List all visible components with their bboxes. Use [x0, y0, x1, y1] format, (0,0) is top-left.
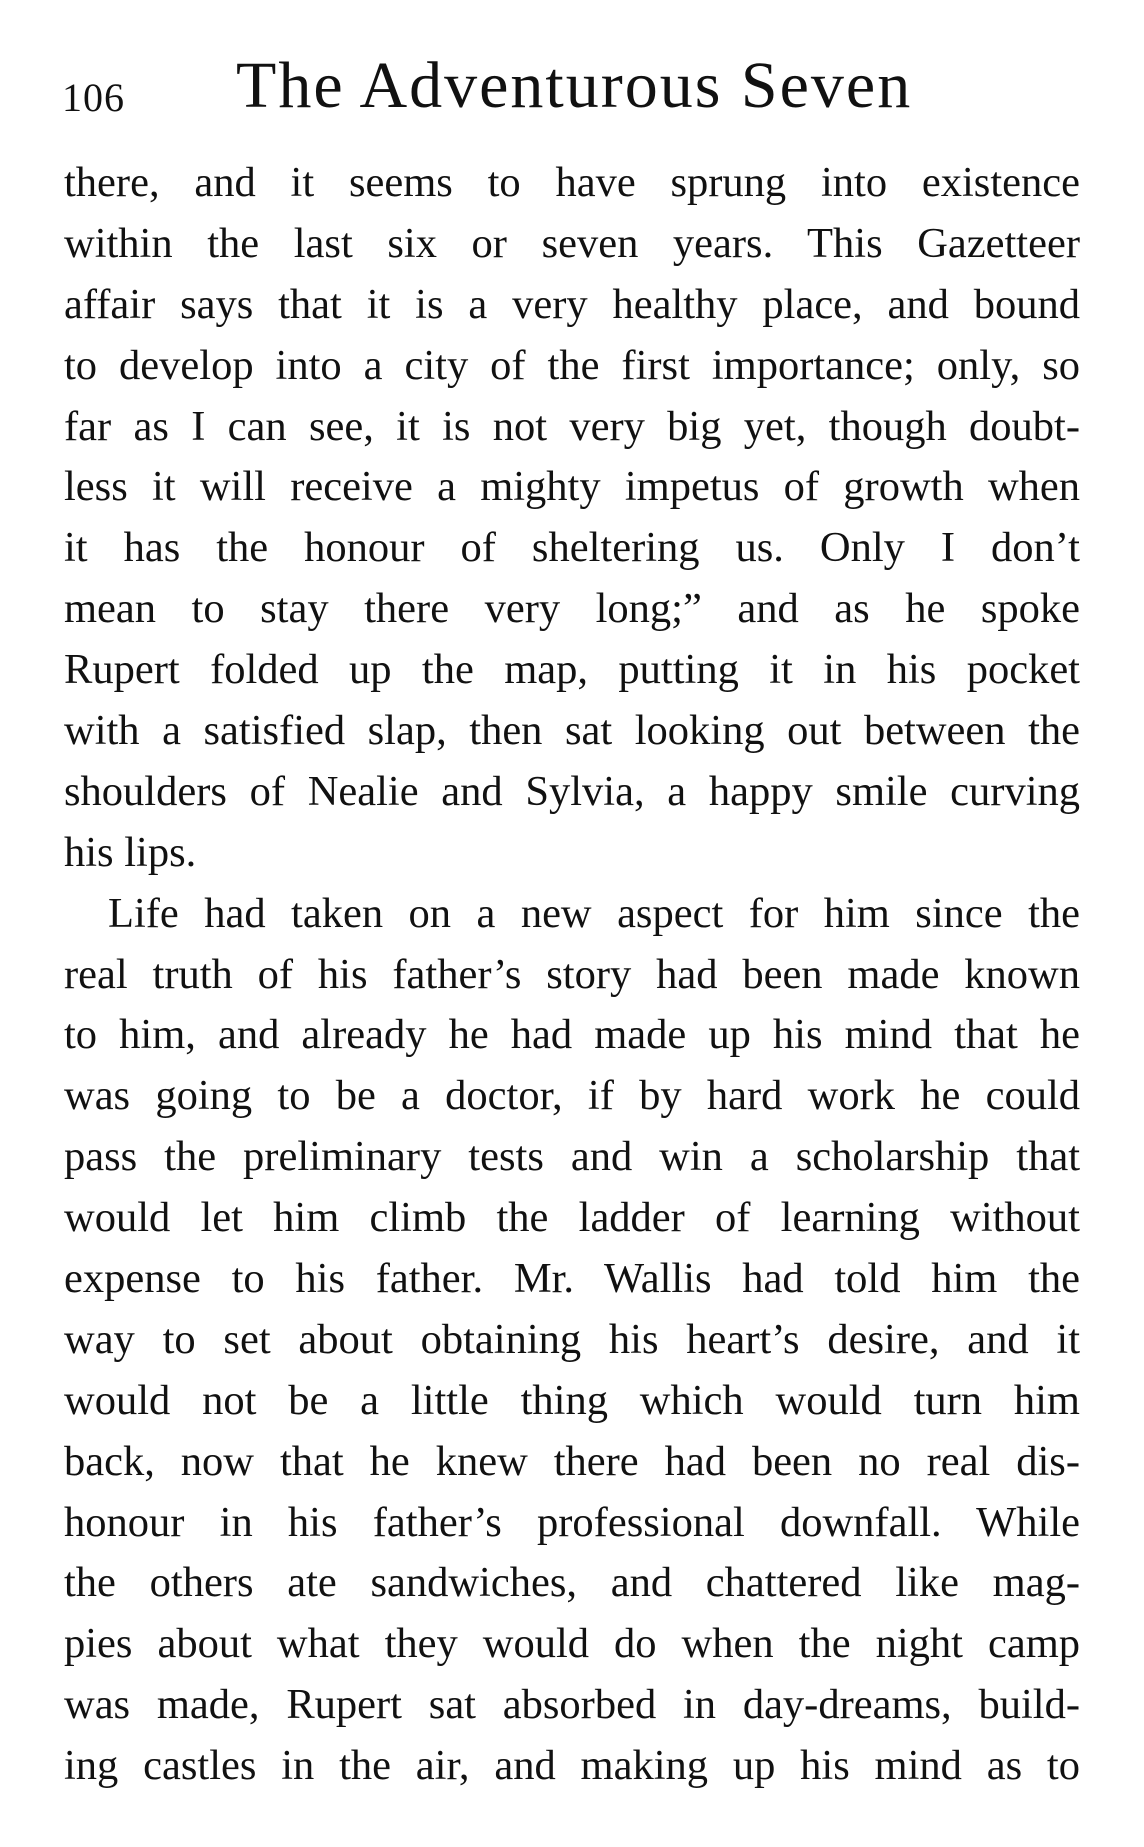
text-line: ing castles in the air, and making up his mind as to: [64, 1742, 1080, 1790]
text-line: to him, and already he had made up his mind that he: [64, 1011, 1080, 1059]
text-line: honour in his father’s professional downfall. While: [64, 1498, 1080, 1546]
text-line: pass the preliminary tests and win a scholarship that: [64, 1133, 1080, 1181]
text-line: less it will receive a mighty impetus of growth when: [64, 463, 1080, 511]
running-title: The Adventurous Seven: [236, 49, 913, 122]
text-line: Rupert folded up the map, putting it in his pocket: [64, 646, 1080, 694]
paragraph-start-line: Life had taken on a new aspect for him since the: [108, 889, 1080, 937]
text-line: it has the honour of sheltering us. Only I don’t: [64, 524, 1080, 572]
text-line: real truth of his father’s story had been made known: [64, 950, 1080, 998]
paragraph-end-line: his lips.: [64, 828, 197, 876]
text-line: was made, Rupert sat absorbed in day-dreams, build-: [64, 1681, 1080, 1729]
text-line: shoulders of Nealie and Sylvia, a happy smile curving: [64, 767, 1080, 815]
page-header: [62, 48, 1082, 128]
body-text: [64, 153, 1080, 1797]
text-line: the others ate sandwiches, and chattered like mag-: [64, 1559, 1080, 1607]
text-line: way to set about obtaining his heart’s desire, and it: [64, 1315, 1080, 1363]
text-line: would not be a little thing which would turn him: [64, 1376, 1080, 1424]
text-line: with a satisfied slap, then sat looking out between the: [64, 707, 1080, 755]
text-line: to develop into a city of the first importance; only, so: [64, 341, 1080, 389]
page-number: 106: [62, 75, 125, 120]
text-line: affair says that it is a very healthy place, and bound: [64, 280, 1080, 328]
text-line: would let him climb the ladder of learning without: [64, 1194, 1080, 1242]
text-line: far as I can see, it is not very big yet, though doubt-: [64, 402, 1080, 450]
text-line: pies about what they would do when the night camp: [64, 1620, 1080, 1668]
text-line: expense to his father. Mr. Wallis had told him the: [64, 1255, 1080, 1303]
text-line: within the last six or seven years. This Gazetteer: [64, 219, 1080, 267]
text-line: was going to be a doctor, if by hard work he could: [64, 1072, 1080, 1120]
text-line: mean to stay there very long;” and as he spoke: [64, 585, 1080, 633]
text-line: there, and it seems to have sprung into existence: [64, 159, 1080, 206]
text-line: back, now that he knew there had been no real dis-: [64, 1437, 1080, 1485]
